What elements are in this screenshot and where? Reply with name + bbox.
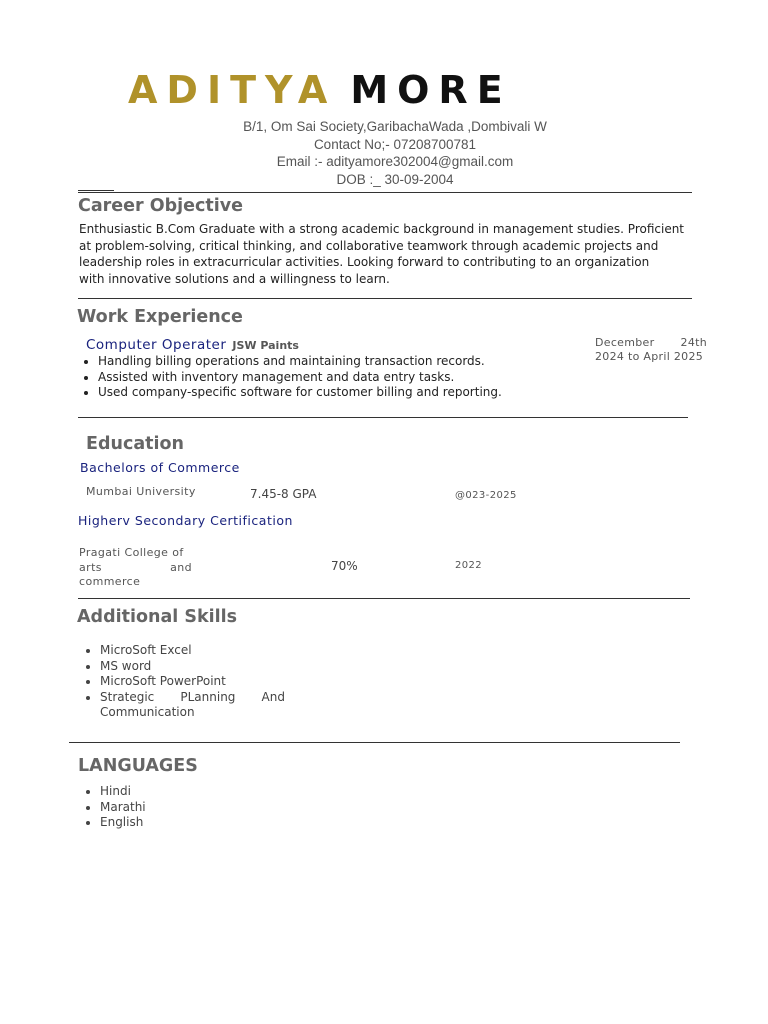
degree-institution xyxy=(79,546,192,590)
language-item: • Hindi xyxy=(100,784,280,800)
date-of-birth: DOB :_ 30-09-2004 xyxy=(336,172,454,187)
degree-years: @023-2025 xyxy=(455,490,517,501)
degree-years: 2022 xyxy=(455,560,483,571)
duty-item: • Handling billing operations and maintaining transaction records. xyxy=(98,354,578,370)
institution-word: arts xyxy=(79,560,102,574)
job-duties xyxy=(78,354,578,401)
job-date-day: 24th xyxy=(680,336,707,349)
address: B/1, Om Sai Society,GaribachaWada ,Dombivali W xyxy=(243,119,547,134)
job-dates xyxy=(595,336,707,364)
header-divider xyxy=(78,192,692,193)
skill-item xyxy=(100,690,285,721)
skill-item: • MicroSoft Excel xyxy=(100,643,285,659)
skills-list xyxy=(80,643,285,721)
career-objective-heading: Career Objective xyxy=(78,196,244,216)
job-header xyxy=(86,334,299,353)
duty-item: • Assisted with inventory management and data entry tasks. xyxy=(98,370,578,386)
contact-number: Contact No;- 07208700781 xyxy=(313,137,477,152)
skills-heading: Additional Skills xyxy=(77,607,237,627)
career-objective-text xyxy=(79,221,699,287)
skill-word: • Strategic xyxy=(100,689,155,704)
skill-word: PLanning xyxy=(180,689,236,704)
language-item: • Marathi xyxy=(100,800,280,816)
company-name: JSW Paints xyxy=(232,339,299,352)
institution-word: and xyxy=(170,560,192,574)
education-heading: Education xyxy=(86,434,184,454)
languages-heading: LANGUAGES xyxy=(78,756,198,776)
work-divider xyxy=(78,417,688,418)
objective-line: Enthusiastic B.Com Graduate with a strong academic background in management studies. Proficient xyxy=(79,222,685,236)
email: Email :- adityamore302004@gmail.com xyxy=(276,154,514,169)
header-divider-left xyxy=(78,190,114,191)
skills-divider xyxy=(69,742,680,743)
last-name: MORE xyxy=(350,68,512,112)
job-title: Computer Operater xyxy=(86,337,227,353)
objective-line: leadership roles in extracurricular activities. Looking forward to contributing to an organization xyxy=(79,255,650,269)
first-name: ADITYA xyxy=(128,68,337,112)
institution-line: Pragati College of xyxy=(79,546,184,559)
languages-list xyxy=(80,784,280,831)
education-divider xyxy=(78,598,690,599)
candidate-name xyxy=(128,68,512,112)
duty-item: • Used company-specific software for customer billing and reporting. xyxy=(98,385,578,401)
work-experience-heading: Work Experience xyxy=(77,307,243,327)
objective-divider xyxy=(78,298,692,299)
institution-line: commerce xyxy=(79,575,141,588)
skill-word: And xyxy=(261,689,285,704)
skill-item: • MicroSoft PowerPoint xyxy=(100,674,285,690)
degree-score: 70% xyxy=(331,559,358,573)
degree-institution: Mumbai University xyxy=(86,485,196,498)
language-item: • English xyxy=(100,815,280,831)
skill-item: • MS word xyxy=(100,659,285,675)
degree-score: 7.45-8 GPA xyxy=(250,487,317,501)
degree-title: Higherv Secondary Certification xyxy=(78,513,293,528)
objective-line: with innovative solutions and a willingness to learn. xyxy=(79,271,390,286)
skill-word: Communication xyxy=(100,705,195,719)
job-date-range: 2024 to April 2025 xyxy=(595,350,704,363)
degree-title: Bachelors of Commerce xyxy=(80,460,240,475)
job-date-month: December xyxy=(595,336,655,349)
objective-line: at problem-solving, critical thinking, and collaborative teamwork through academic projects and xyxy=(79,238,659,253)
